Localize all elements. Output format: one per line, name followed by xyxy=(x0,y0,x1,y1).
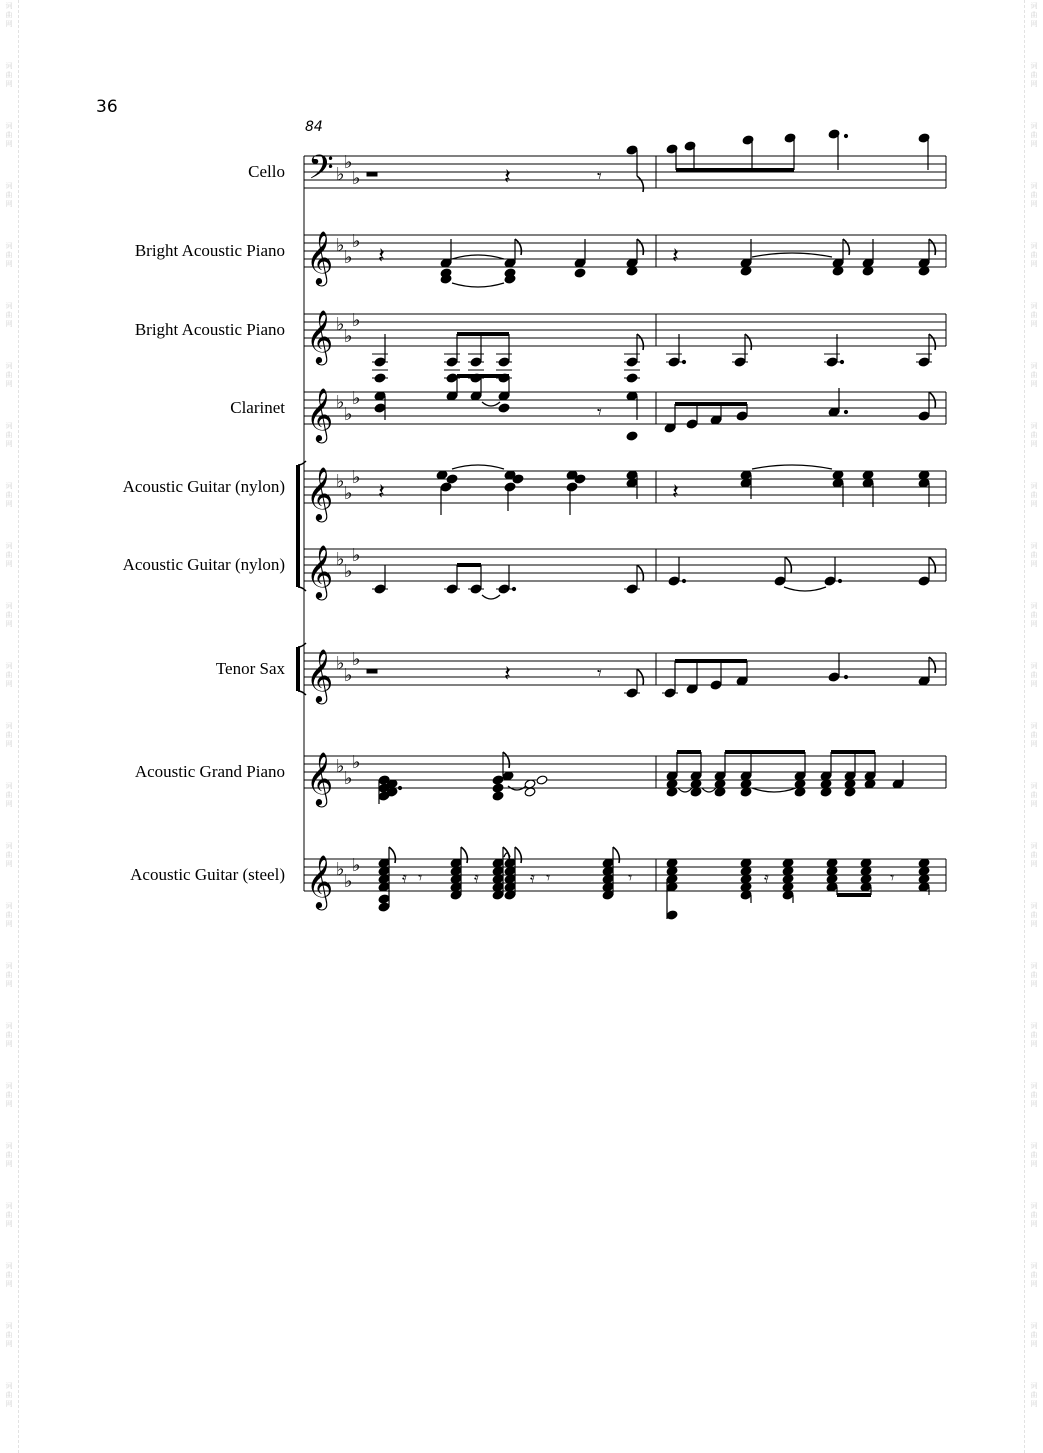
watermark-glyph: 词 曲 网 xyxy=(5,722,13,748)
watermark-glyph: 词 曲 网 xyxy=(5,1382,13,1408)
note-flag xyxy=(461,847,467,863)
note-flag xyxy=(843,239,849,255)
treble-clef: 𝄞 xyxy=(306,648,334,702)
note-head xyxy=(626,688,638,698)
rest: 𝄽 xyxy=(672,244,679,269)
watermark-glyph: 词 曲 网 xyxy=(1030,122,1038,148)
watermark-glyph: 词 曲 网 xyxy=(1030,1142,1038,1168)
note-head xyxy=(626,357,638,367)
watermark-glyph: 词 曲 网 xyxy=(1030,362,1038,388)
rest: 𝄿 xyxy=(474,868,479,887)
note-head xyxy=(668,576,680,586)
flat-sign: ♭ xyxy=(352,310,361,331)
note-head xyxy=(374,584,386,594)
note-head xyxy=(566,482,578,492)
watermark-glyph: 词 曲 网 xyxy=(5,542,13,568)
rest: 𝄾 xyxy=(597,402,602,423)
rest: 𝄽 xyxy=(504,165,511,190)
staff-label-guitar-nylon-1: Acoustic Guitar (nylon) xyxy=(122,477,285,496)
dot xyxy=(512,587,515,590)
note-head xyxy=(498,357,510,367)
dot xyxy=(682,579,685,582)
note-head xyxy=(686,419,698,429)
note-head xyxy=(374,373,386,383)
watermark-glyph: 词 曲 网 xyxy=(1030,962,1038,988)
note-flag xyxy=(929,239,935,255)
watermark-glyph: 词 曲 网 xyxy=(1030,842,1038,868)
tie xyxy=(452,283,504,287)
dot xyxy=(844,410,847,413)
note-head xyxy=(774,576,786,586)
watermark-glyph: 词 曲 网 xyxy=(5,1322,13,1348)
watermark-glyph: 词 曲 网 xyxy=(5,302,13,328)
watermark-glyph: 词 曲 网 xyxy=(5,1202,13,1228)
watermark-glyph: 词 曲 网 xyxy=(1030,482,1038,508)
watermark-glyph: 词 曲 网 xyxy=(1030,782,1038,808)
rest: 𝄾 xyxy=(597,663,602,684)
watermark-glyph: 词 曲 网 xyxy=(5,662,13,688)
tie xyxy=(452,465,504,469)
tie xyxy=(752,253,832,257)
dot xyxy=(840,360,843,363)
flat-sign: ♭ xyxy=(336,235,345,256)
note-flag xyxy=(637,176,643,192)
measure-number: 84 xyxy=(305,119,323,135)
note-head xyxy=(498,403,510,413)
flat-sign: ♭ xyxy=(336,859,345,880)
note-flag xyxy=(515,239,521,255)
dot xyxy=(844,134,847,137)
rest: 𝄾 xyxy=(597,166,602,187)
watermark-glyph: 词 曲 网 xyxy=(1030,602,1038,628)
staff-label-cello: Cello xyxy=(248,162,285,181)
treble-clef: 𝄞 xyxy=(306,751,334,805)
watermark-glyph: 词 曲 网 xyxy=(1030,1322,1038,1348)
rest: 𝄽 xyxy=(378,244,385,269)
note-head xyxy=(492,775,504,785)
note-head xyxy=(824,576,836,586)
watermark-glyph: 词 曲 网 xyxy=(1030,722,1038,748)
flat-sign: ♭ xyxy=(352,467,361,488)
watermark-glyph: 词 曲 网 xyxy=(5,962,13,988)
treble-clef: 𝄞 xyxy=(306,309,334,363)
watermark-glyph: 词 曲 网 xyxy=(1030,422,1038,448)
tie xyxy=(752,788,796,792)
flat-sign: ♭ xyxy=(336,653,345,674)
flat-sign: ♭ xyxy=(336,471,345,492)
note-flag xyxy=(515,847,521,863)
flat-sign: ♭ xyxy=(336,314,345,335)
rest: 𝄾 xyxy=(628,868,633,887)
flat-sign: ♭ xyxy=(352,649,361,670)
flat-sign: ♭ xyxy=(344,665,353,686)
page-number: 36 xyxy=(96,97,118,117)
treble-clef: 𝄞 xyxy=(306,466,334,520)
note-head xyxy=(574,268,586,278)
rest: 𝄿 xyxy=(764,868,769,887)
tie xyxy=(784,587,826,591)
flat-sign: ♭ xyxy=(344,326,353,347)
watermark-glyph: 词 曲 网 xyxy=(1030,182,1038,208)
tie xyxy=(678,788,692,792)
note-head xyxy=(374,357,386,367)
staff-label-bright-piano-1: Bright Acoustic Piano xyxy=(134,241,285,260)
dot xyxy=(838,579,841,582)
tie xyxy=(482,402,500,406)
dot xyxy=(398,786,401,789)
note-head xyxy=(918,411,930,421)
flat-sign: ♭ xyxy=(352,752,361,773)
watermark-glyph: 词 曲 网 xyxy=(5,602,13,628)
note-head xyxy=(498,584,510,594)
watermark-glyph: 词 曲 网 xyxy=(5,1262,13,1288)
note-head xyxy=(470,357,482,367)
note-head xyxy=(918,357,930,367)
rest: 𝄽 xyxy=(672,480,679,505)
watermark-glyph: 词 曲 网 xyxy=(1030,1082,1038,1108)
rest: 𝄾 xyxy=(890,868,895,887)
flat-sign: ♭ xyxy=(352,168,361,189)
note-head xyxy=(736,411,748,421)
watermark-glyph: 词 曲 网 xyxy=(5,182,13,208)
treble-clef: 𝄞 xyxy=(306,854,334,908)
half-rest xyxy=(367,172,377,176)
note-head xyxy=(470,584,482,594)
note-head xyxy=(446,584,458,594)
watermark-glyph: 词 曲 网 xyxy=(5,482,13,508)
flat-sign: ♭ xyxy=(344,404,353,425)
staff-label-grand-piano: Acoustic Grand Piano xyxy=(134,762,285,781)
watermark-glyph: 词 曲 网 xyxy=(1030,62,1038,88)
note-head xyxy=(492,791,504,801)
watermark-glyph: 词 曲 网 xyxy=(1030,902,1038,928)
note-head xyxy=(504,482,516,492)
flat-sign: ♭ xyxy=(352,545,361,566)
rest: 𝄿 xyxy=(402,868,407,887)
staff-label-guitar-steel: Acoustic Guitar (steel) xyxy=(130,865,285,884)
watermark-glyph: 词 曲 网 xyxy=(1030,662,1038,688)
watermark-glyph: 词 曲 网 xyxy=(5,62,13,88)
rest: 𝄾 xyxy=(546,868,551,887)
tie xyxy=(702,788,716,792)
note-head xyxy=(826,357,838,367)
flat-sign: ♭ xyxy=(336,392,345,413)
flat-sign: ♭ xyxy=(344,561,353,582)
note-head xyxy=(492,783,504,793)
rest: 𝄽 xyxy=(378,480,385,505)
note-head xyxy=(666,910,678,920)
note-flag xyxy=(389,847,395,863)
note-head xyxy=(446,357,458,367)
note-head xyxy=(626,373,638,383)
watermark-glyph: 词 曲 网 xyxy=(1030,242,1038,268)
flat-sign: ♭ xyxy=(336,756,345,777)
tie xyxy=(452,255,504,259)
watermark-glyph: 词 曲 网 xyxy=(5,902,13,928)
flat-sign: ♭ xyxy=(344,871,353,892)
note-flag xyxy=(929,334,935,350)
flat-sign: ♭ xyxy=(336,164,345,185)
watermark-glyph: 词 曲 网 xyxy=(5,1142,13,1168)
staff-label-clarinet: Clarinet xyxy=(230,398,285,417)
rest: 𝄿 xyxy=(530,868,535,887)
note-head xyxy=(626,431,638,441)
flat-sign: ♭ xyxy=(344,152,353,173)
note-flag xyxy=(745,334,751,350)
watermark-glyph: 词 曲 网 xyxy=(5,242,13,268)
treble-clef: 𝄞 xyxy=(306,387,334,441)
flat-sign: ♭ xyxy=(352,388,361,409)
note-flag xyxy=(929,657,935,673)
watermark-glyph: 词 曲 网 xyxy=(5,842,13,868)
watermark-glyph: 词 曲 网 xyxy=(5,122,13,148)
staff-label-guitar-nylon-2: Acoustic Guitar (nylon) xyxy=(122,555,285,574)
note-head xyxy=(626,584,638,594)
watermark-glyph: 词 曲 网 xyxy=(5,422,13,448)
watermark-glyph: 词 曲 网 xyxy=(5,782,13,808)
watermark-glyph: 词 曲 网 xyxy=(5,362,13,388)
rest: 𝄽 xyxy=(504,662,511,687)
note-head xyxy=(668,357,680,367)
half-rest xyxy=(367,669,377,673)
note-flag xyxy=(637,239,643,255)
bass-clef: 𝄢 xyxy=(308,149,334,195)
dot xyxy=(682,360,685,363)
rest: 𝄾 xyxy=(418,868,423,887)
note-head xyxy=(374,403,386,413)
note-head xyxy=(710,680,722,690)
note-flag xyxy=(503,752,509,768)
staff-label-tenor-sax: Tenor Sax xyxy=(215,659,285,678)
watermark-glyph: 词 曲 网 xyxy=(1030,1202,1038,1228)
treble-clef: 𝄞 xyxy=(306,230,334,284)
note-head xyxy=(378,902,390,912)
dot xyxy=(844,675,847,678)
flat-sign: ♭ xyxy=(344,247,353,268)
note-head xyxy=(536,775,548,785)
watermark-glyph: 词 曲 网 xyxy=(1030,542,1038,568)
watermark-glyph: 词 曲 网 xyxy=(1030,302,1038,328)
flat-sign: ♭ xyxy=(336,549,345,570)
watermark-glyph: 词 曲 网 xyxy=(5,2,13,28)
watermark-glyph: 词 曲 网 xyxy=(1030,1262,1038,1288)
note-head xyxy=(664,688,676,698)
note-head xyxy=(446,373,458,383)
note-head xyxy=(378,894,390,904)
note-head xyxy=(918,576,930,586)
note-flag xyxy=(637,334,643,350)
watermark-glyph: 词 曲 网 xyxy=(1030,1022,1038,1048)
flat-sign: ♭ xyxy=(344,483,353,504)
note-head xyxy=(626,145,638,155)
watermark-glyph: 词 曲 网 xyxy=(5,1022,13,1048)
watermark-glyph: 词 曲 网 xyxy=(1030,1382,1038,1408)
note-head xyxy=(446,474,458,484)
treble-clef: 𝄞 xyxy=(306,544,334,598)
note-flag xyxy=(613,847,619,863)
flat-sign: ♭ xyxy=(352,855,361,876)
flat-sign: ♭ xyxy=(344,768,353,789)
staff-label-bright-piano-2: Bright Acoustic Piano xyxy=(134,320,285,339)
flat-sign: ♭ xyxy=(352,231,361,252)
note-head xyxy=(828,672,840,682)
watermark-glyph: 词 曲 网 xyxy=(5,1082,13,1108)
note-head xyxy=(440,482,452,492)
note-head xyxy=(734,357,746,367)
watermark-glyph: 词 曲 网 xyxy=(1030,2,1038,28)
tie xyxy=(482,595,500,599)
tie xyxy=(752,465,832,469)
